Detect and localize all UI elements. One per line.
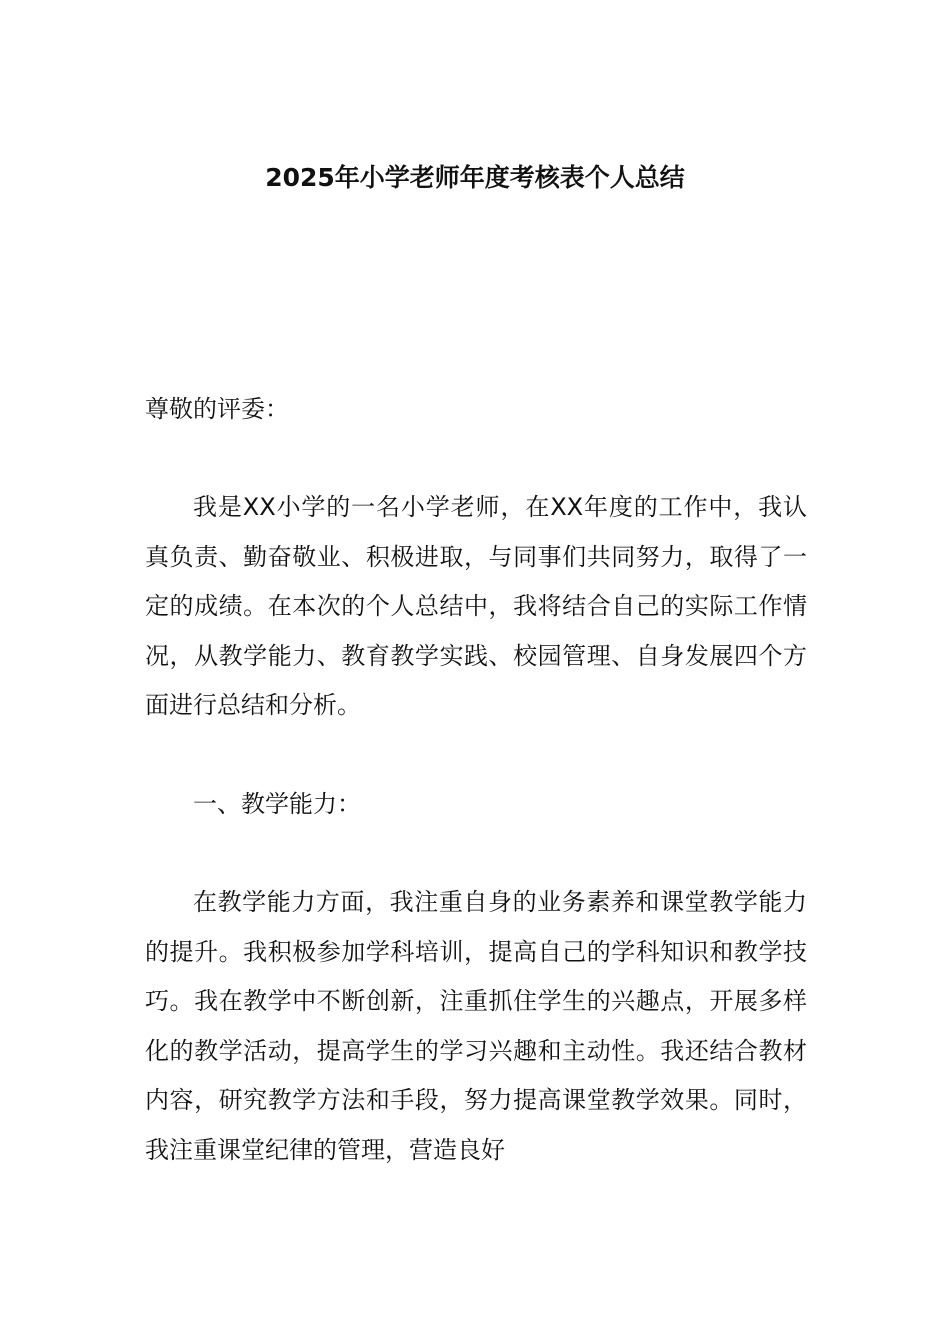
document-title: 2025年小学老师年度考核表个人总结 <box>265 163 685 192</box>
teaching-ability-paragraph: 在教学能力方面，我注重自身的业务素养和课堂教学能力的提升。我积极参加学科培训，提高自己的学科知识和教学技巧。我在教学中不断创新，注重抓住学生的兴趣点，开展多样化的教学活动，提高学生的学习兴趣和主动性。我还结合教材内容，研究教学方法和手段，努力提高课堂教学效果。同时，我注重课堂纪律的管理，营造良好 <box>145 888 807 1164</box>
section-heading-teaching-ability: 一、教学能力： <box>193 790 361 818</box>
intro-paragraph: 我是XX小学的一名小学老师，在XX年度的工作中，我认真负责、勤奋敬业、积极进取，与同事们共同努力，取得了一定的成绩。在本次的个人总结中，我将结合自己的实际工作情况，从教学能力、教育教学实践、校园管理、自身发展四个方面进行总结和分析。 <box>145 493 807 719</box>
salutation: 尊敬的评委： <box>145 395 289 423</box>
